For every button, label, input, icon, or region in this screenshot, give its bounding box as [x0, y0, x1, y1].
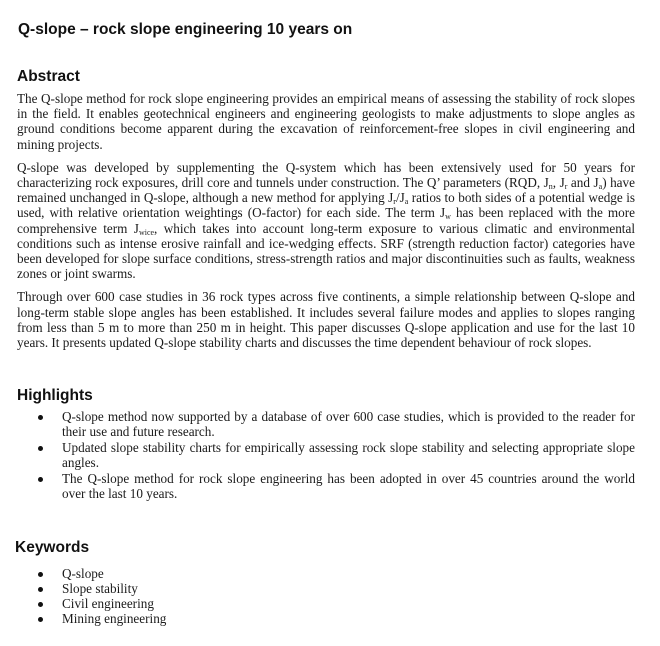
abstract-heading: Abstract	[17, 68, 80, 85]
subscript-wice: wice	[138, 227, 155, 237]
keywords-heading: Keywords	[15, 538, 90, 556]
abstract-paragraph-2	[17, 160, 635, 282]
text-run: , J	[552, 175, 565, 191]
bullet-icon	[38, 617, 43, 622]
keyword-item	[17, 566, 635, 581]
highlight-text: Updated slope stability charts for empirically assessing rock slope stability and selecting appropriate slope angles.	[62, 440, 635, 471]
text-run: /J	[395, 190, 405, 206]
keyword-text: Civil engineering	[62, 596, 154, 612]
text-run: Q-slope was developed by supplementing the Q-system which has been extensively used for 50 years for characterizing rock exposures, drill core and tunnels under construction. The Q’ parameters (RQD, J	[17, 159, 635, 191]
subscript-r: r	[393, 197, 396, 207]
subscript-w: w	[445, 212, 451, 222]
text-run: has been replaced with the more comprehensive term J	[17, 205, 636, 236]
highlight-item	[17, 471, 635, 501]
highlight-item	[17, 409, 635, 439]
subscript-a: a	[598, 182, 603, 192]
paper-title: Q-slope – rock slope engineering 10 years on	[18, 21, 353, 38]
text-run: ratios to both sides of a potential wedge is used, with relative orientation weightings (O-factor) for each side. The term J	[17, 190, 635, 221]
highlights-heading: Highlights	[17, 387, 93, 405]
bullet-icon	[38, 477, 43, 482]
abstract-paragraph-3: Through over 600 case studies in 36 rock types across five continents, a simple relationship between Q-slope and long-term stable slope angles has been established. It includes several failure modes and applies to slopes ranging from less than 5 m to more than 250 m in height. This paper discusses Q-slope application and use for the last 10 years. It presents updated Q-slope stability charts and discusses the time dependent behaviour of rock slopes.	[17, 289, 635, 351]
highlights-list	[17, 409, 635, 501]
keyword-text: Mining engineering	[62, 611, 167, 627]
bullet-icon	[38, 602, 43, 607]
keyword-text: Q-slope	[62, 565, 104, 581]
highlight-item	[17, 440, 635, 470]
keyword-item	[17, 596, 635, 611]
bullet-icon	[38, 572, 43, 577]
bullet-icon	[38, 415, 43, 420]
subscript-n: n	[548, 182, 553, 192]
highlight-text: Q-slope method now supported by a database of over 600 case studies, which is provided to the reader for their use and future research.	[62, 409, 635, 440]
keywords-list	[17, 566, 635, 627]
subscript-a: a	[404, 197, 409, 207]
subscript-r: r	[564, 182, 568, 192]
text-run: ) have remained unchanged in Q-slope, although a new method for applying J	[17, 175, 635, 206]
text-run: and J	[567, 175, 599, 191]
text-run: , which takes into account long-term exposure to various climatic and environmental conditions such as intense erosive rainfall and ice-wedging effects. SRF (strength reduction factor) categories have been developed for slope surface conditions, stress-strength ratios and major discontinuities such as faults, weakness zones or joint swarms.	[17, 220, 635, 282]
keyword-item	[17, 581, 635, 596]
keyword-item	[17, 611, 635, 626]
keyword-text: Slope stability	[62, 580, 138, 596]
bullet-icon	[38, 446, 43, 451]
bullet-icon	[38, 587, 43, 592]
highlight-text: The Q-slope method for rock slope engineering has been adopted in over 45 countries around the world over the last 10 years.	[62, 471, 635, 502]
abstract-paragraph-1: The Q-slope method for rock slope engineering provides an empirical means of assessing the stability of rock slopes in the field. It enables geotechnical engineers and engineering geologists to make adjustments to slope angles as ground conditions become apparent during the excavation of reinforcement-free slopes in civil engineering and mining projects.	[17, 91, 635, 152]
